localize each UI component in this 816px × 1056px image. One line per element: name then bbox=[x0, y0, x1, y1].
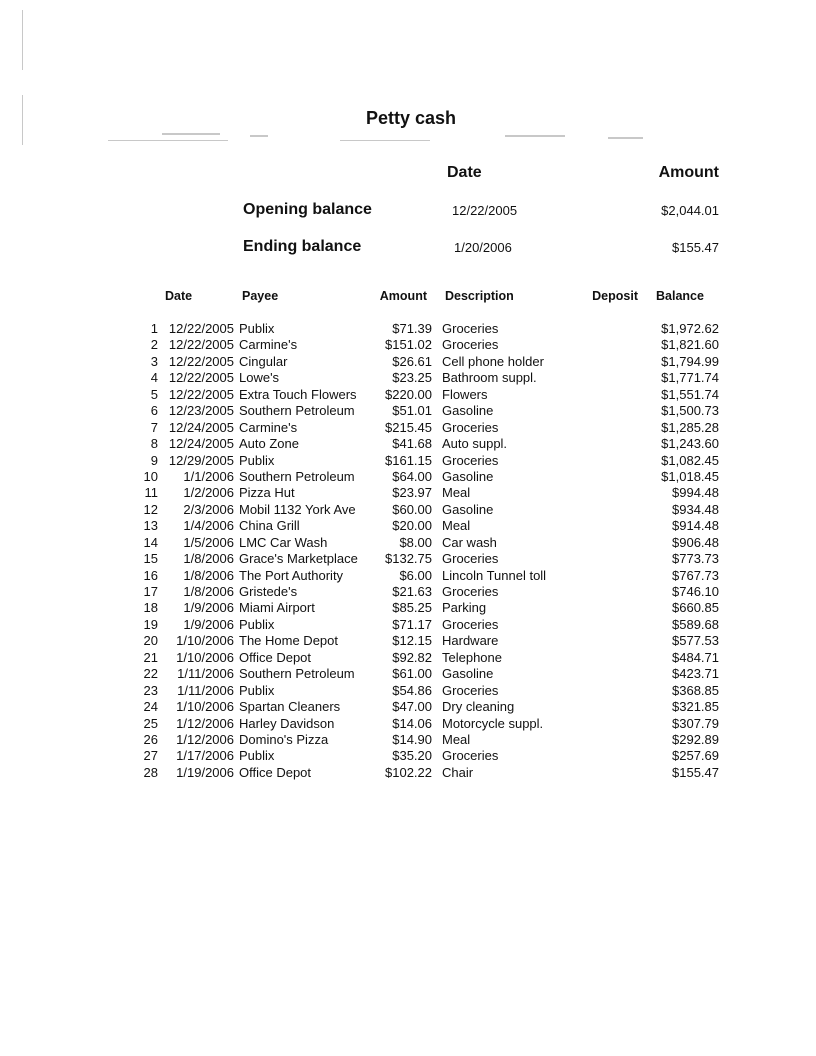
row-date: 1/5/2006 bbox=[183, 534, 234, 550]
row-description: Groceries bbox=[442, 748, 499, 764]
row-balance: $1,018.45 bbox=[661, 468, 719, 484]
table-row bbox=[0, 518, 816, 534]
row-date: 1/9/2006 bbox=[183, 616, 234, 632]
table-row bbox=[0, 748, 816, 764]
row-number: 27 bbox=[143, 748, 158, 764]
row-payee: Southern Petroleum bbox=[239, 468, 355, 484]
row-amount: $71.17 bbox=[392, 616, 432, 632]
row-payee: Office Depot bbox=[239, 649, 312, 665]
row-date: 12/22/2005 bbox=[168, 353, 234, 369]
row-number: 20 bbox=[143, 633, 158, 649]
row-number: 25 bbox=[143, 715, 158, 731]
row-amount: $41.68 bbox=[392, 436, 432, 452]
row-amount: $23.97 bbox=[392, 485, 432, 501]
row-description: Groceries bbox=[442, 551, 499, 567]
row-description: Groceries bbox=[442, 419, 499, 435]
row-balance: $1,551.74 bbox=[661, 386, 719, 402]
row-amount: $21.63 bbox=[392, 584, 432, 599]
table-row bbox=[0, 600, 816, 616]
row-date: 12/22/2005 bbox=[168, 337, 234, 353]
table-row bbox=[0, 617, 816, 633]
scan-artifact bbox=[505, 135, 565, 137]
row-balance: $767.73 bbox=[672, 567, 719, 583]
row-amount: $60.00 bbox=[392, 501, 432, 517]
row-description: Motorcycle suppl. bbox=[442, 715, 544, 731]
row-description: Bathroom suppl. bbox=[442, 370, 537, 386]
row-date: 12/24/2005 bbox=[168, 419, 234, 435]
row-payee: Carmine's bbox=[239, 419, 298, 435]
row-description: Groceries bbox=[442, 584, 499, 599]
row-payee: Domino's Pizza bbox=[239, 731, 329, 747]
row-payee: Mobil 1132 York Ave bbox=[239, 501, 356, 517]
row-amount: $35.20 bbox=[392, 748, 432, 764]
row-description: Gasoline bbox=[442, 403, 494, 419]
row-payee: Miami Airport bbox=[239, 600, 315, 616]
row-amount: $20.00 bbox=[392, 518, 432, 534]
row-number: 5 bbox=[150, 386, 158, 402]
row-description: Flowers bbox=[442, 386, 488, 402]
row-payee: Auto Zone bbox=[239, 436, 299, 452]
row-date: 1/1/2006 bbox=[183, 468, 234, 484]
ledger-table bbox=[0, 321, 816, 781]
row-number: 16 bbox=[143, 567, 158, 583]
row-number: 26 bbox=[143, 731, 158, 747]
row-number: 14 bbox=[143, 534, 158, 550]
table-row bbox=[0, 666, 816, 682]
row-amount: $47.00 bbox=[392, 699, 432, 715]
row-description: Meal bbox=[442, 485, 471, 501]
row-balance: $746.10 bbox=[672, 584, 719, 599]
row-payee: LMC Car Wash bbox=[239, 534, 328, 550]
row-amount: $64.00 bbox=[392, 468, 432, 484]
row-amount: $23.25 bbox=[392, 370, 432, 386]
row-balance: $1,082.45 bbox=[661, 452, 719, 468]
row-number: 7 bbox=[150, 419, 158, 435]
row-balance: $906.48 bbox=[672, 534, 719, 550]
col-header-payee: Payee bbox=[242, 289, 279, 303]
row-description: Groceries bbox=[442, 616, 499, 632]
row-date: 1/8/2006 bbox=[183, 551, 234, 567]
row-amount: $54.86 bbox=[392, 682, 432, 698]
row-amount: $6.00 bbox=[399, 567, 432, 583]
row-payee: The Port Authority bbox=[239, 567, 344, 583]
table-row bbox=[0, 699, 816, 715]
opening-balance-amount: $2,044.01 bbox=[661, 203, 719, 218]
row-balance: $1,794.99 bbox=[661, 353, 719, 369]
row-number: 21 bbox=[143, 649, 158, 665]
row-description: Groceries bbox=[442, 682, 499, 698]
row-date: 1/17/2006 bbox=[176, 748, 234, 764]
row-number: 23 bbox=[143, 682, 158, 698]
row-description: Dry cleaning bbox=[442, 699, 515, 715]
opening-balance-label: Opening balance bbox=[243, 201, 372, 218]
row-date: 12/24/2005 bbox=[168, 436, 234, 452]
row-number: 1 bbox=[150, 321, 158, 336]
row-number: 22 bbox=[143, 666, 158, 682]
row-date: 1/2/2006 bbox=[183, 485, 234, 501]
row-balance: $484.71 bbox=[672, 649, 719, 665]
row-number: 9 bbox=[150, 452, 158, 468]
ending-balance-amount: $155.47 bbox=[672, 240, 719, 255]
row-number: 17 bbox=[143, 584, 158, 599]
row-payee: Extra Touch Flowers bbox=[239, 386, 357, 402]
table-row bbox=[0, 403, 816, 419]
row-number: 4 bbox=[150, 370, 158, 386]
table-row bbox=[0, 337, 816, 353]
row-payee: Pizza Hut bbox=[239, 485, 295, 501]
row-payee: Gristede's bbox=[239, 584, 298, 599]
row-amount: $132.75 bbox=[385, 551, 432, 567]
scan-artifact bbox=[108, 140, 228, 141]
row-payee: Southern Petroleum bbox=[239, 666, 355, 682]
row-date: 12/23/2005 bbox=[168, 403, 234, 419]
scan-artifact bbox=[608, 137, 643, 139]
col-header-deposit: Deposit bbox=[592, 289, 638, 303]
row-description: Groceries bbox=[442, 337, 499, 353]
row-amount: $102.22 bbox=[385, 764, 432, 780]
row-amount: $215.45 bbox=[385, 419, 432, 435]
row-balance: $934.48 bbox=[672, 501, 719, 517]
row-description: Parking bbox=[442, 600, 487, 616]
row-number: 2 bbox=[150, 337, 158, 353]
row-payee: Publix bbox=[239, 616, 275, 632]
row-balance: $660.85 bbox=[672, 600, 719, 616]
table-row bbox=[0, 321, 816, 337]
row-date: 1/8/2006 bbox=[183, 584, 234, 599]
table-row bbox=[0, 551, 816, 567]
row-payee: The Home Depot bbox=[239, 633, 338, 649]
row-date: 1/9/2006 bbox=[183, 600, 234, 616]
row-payee: Publix bbox=[239, 682, 275, 698]
table-row bbox=[0, 436, 816, 452]
row-amount: $51.01 bbox=[392, 403, 432, 419]
row-balance: $1,821.60 bbox=[661, 337, 719, 353]
row-description: Gasoline bbox=[442, 501, 494, 517]
row-balance: $292.89 bbox=[672, 731, 719, 747]
summary-amount-header: Amount bbox=[658, 164, 719, 181]
row-payee: Office Depot bbox=[239, 764, 312, 780]
row-number: 12 bbox=[143, 501, 158, 517]
row-balance: $423.71 bbox=[672, 666, 719, 682]
scan-artifact bbox=[340, 140, 430, 141]
row-date: 2/3/2006 bbox=[183, 501, 234, 517]
row-amount: $151.02 bbox=[385, 337, 432, 353]
table-row bbox=[0, 716, 816, 732]
row-date: 1/10/2006 bbox=[176, 649, 234, 665]
row-description: Groceries bbox=[442, 452, 499, 468]
col-header-balance: Balance bbox=[656, 289, 704, 303]
row-payee: Publix bbox=[239, 748, 275, 764]
table-row bbox=[0, 732, 816, 748]
row-payee: Publix bbox=[239, 452, 275, 468]
table-row bbox=[0, 485, 816, 501]
row-balance: $1,771.74 bbox=[661, 370, 719, 386]
row-balance: $589.68 bbox=[672, 616, 719, 632]
row-payee: Carmine's bbox=[239, 337, 298, 353]
row-number: 15 bbox=[143, 551, 158, 567]
row-number: 18 bbox=[143, 600, 158, 616]
row-amount: $161.15 bbox=[385, 452, 432, 468]
row-description: Meal bbox=[442, 731, 471, 747]
col-header-date: Date bbox=[165, 289, 193, 303]
row-description: Car wash bbox=[442, 534, 497, 550]
row-amount: $12.15 bbox=[392, 633, 432, 649]
row-description: Groceries bbox=[442, 321, 499, 336]
row-payee: Publix bbox=[239, 321, 275, 336]
row-amount: $14.06 bbox=[392, 715, 432, 731]
table-row bbox=[0, 370, 816, 386]
row-amount: $14.90 bbox=[392, 731, 432, 747]
table-row bbox=[0, 387, 816, 403]
summary-date-header: Date bbox=[447, 164, 482, 181]
row-date: 1/12/2006 bbox=[176, 731, 234, 747]
row-payee: Southern Petroleum bbox=[239, 403, 355, 419]
row-amount: $220.00 bbox=[385, 386, 432, 402]
row-balance: $1,285.28 bbox=[661, 419, 719, 435]
table-row bbox=[0, 765, 816, 781]
row-date: 1/11/2006 bbox=[177, 666, 234, 682]
row-date: 12/22/2005 bbox=[168, 386, 234, 402]
row-balance: $155.47 bbox=[672, 764, 719, 780]
row-date: 1/19/2006 bbox=[176, 764, 234, 780]
row-date: 12/22/2005 bbox=[168, 370, 234, 386]
row-payee: Spartan Cleaners bbox=[239, 699, 341, 715]
row-amount: $61.00 bbox=[392, 666, 432, 682]
row-number: 6 bbox=[150, 403, 158, 419]
row-amount: $26.61 bbox=[392, 353, 432, 369]
row-date: 1/4/2006 bbox=[183, 518, 234, 534]
row-description: Auto suppl. bbox=[442, 436, 508, 452]
row-date: 1/11/2006 bbox=[177, 682, 234, 698]
row-date: 1/12/2006 bbox=[176, 715, 234, 731]
row-amount: $71.39 bbox=[392, 321, 432, 336]
table-row bbox=[0, 502, 816, 518]
row-payee: Harley Davidson bbox=[239, 715, 335, 731]
row-number: 19 bbox=[143, 616, 158, 632]
row-amount: $85.25 bbox=[392, 600, 432, 616]
row-payee: Grace's Marketplace bbox=[239, 551, 358, 567]
row-payee: China Grill bbox=[239, 518, 300, 534]
row-date: 1/10/2006 bbox=[176, 699, 234, 715]
row-description: Cell phone holder bbox=[442, 353, 544, 369]
row-description: Chair bbox=[442, 764, 474, 780]
row-balance: $1,500.73 bbox=[661, 403, 719, 419]
row-number: 28 bbox=[143, 764, 158, 780]
row-payee: Cingular bbox=[239, 353, 288, 369]
row-balance: $257.69 bbox=[672, 748, 719, 764]
row-amount: $92.82 bbox=[392, 649, 432, 665]
col-header-description: Description bbox=[445, 289, 514, 303]
row-balance: $994.48 bbox=[672, 485, 719, 501]
col-header-amount: Amount bbox=[379, 289, 427, 303]
page-title: Petty cash bbox=[365, 108, 457, 128]
row-balance: $1,243.60 bbox=[661, 436, 719, 452]
opening-balance-date: 12/22/2005 bbox=[452, 203, 518, 218]
table-row bbox=[0, 650, 816, 666]
table-row bbox=[0, 535, 816, 551]
row-description: Lincoln Tunnel toll bbox=[442, 567, 547, 583]
table-row bbox=[0, 584, 816, 600]
ending-balance-label: Ending balance bbox=[243, 238, 362, 255]
row-balance: $307.79 bbox=[672, 715, 719, 731]
table-row bbox=[0, 469, 816, 485]
row-balance: $577.53 bbox=[672, 633, 719, 649]
row-number: 11 bbox=[144, 485, 158, 501]
row-description: Gasoline bbox=[442, 468, 494, 484]
table-row bbox=[0, 568, 816, 584]
row-number: 13 bbox=[143, 518, 158, 534]
row-description: Gasoline bbox=[442, 666, 494, 682]
row-payee: Lowe's bbox=[239, 370, 280, 386]
row-number: 3 bbox=[150, 353, 158, 369]
row-date: 12/29/2005 bbox=[168, 452, 234, 468]
row-date: 12/22/2005 bbox=[168, 321, 234, 336]
table-row bbox=[0, 354, 816, 370]
row-date: 1/10/2006 bbox=[176, 633, 234, 649]
row-date: 1/8/2006 bbox=[183, 567, 234, 583]
row-number: 10 bbox=[143, 468, 158, 484]
row-balance: $321.85 bbox=[672, 699, 719, 715]
table-row bbox=[0, 683, 816, 699]
scan-artifact bbox=[162, 133, 220, 135]
row-balance: $914.48 bbox=[672, 518, 719, 534]
row-description: Telephone bbox=[442, 649, 502, 665]
ending-balance-date: 1/20/2006 bbox=[454, 240, 512, 255]
row-balance: $1,972.62 bbox=[661, 321, 719, 336]
scan-artifact bbox=[250, 135, 268, 137]
scan-artifact bbox=[22, 10, 23, 70]
table-row bbox=[0, 453, 816, 469]
row-description: Meal bbox=[442, 518, 471, 534]
row-number: 24 bbox=[143, 699, 158, 715]
table-row bbox=[0, 420, 816, 436]
row-balance: $773.73 bbox=[672, 551, 719, 567]
row-description: Hardware bbox=[442, 633, 499, 649]
row-balance: $368.85 bbox=[672, 682, 719, 698]
row-amount: $8.00 bbox=[399, 534, 432, 550]
table-row bbox=[0, 633, 816, 649]
row-number: 8 bbox=[150, 436, 158, 452]
